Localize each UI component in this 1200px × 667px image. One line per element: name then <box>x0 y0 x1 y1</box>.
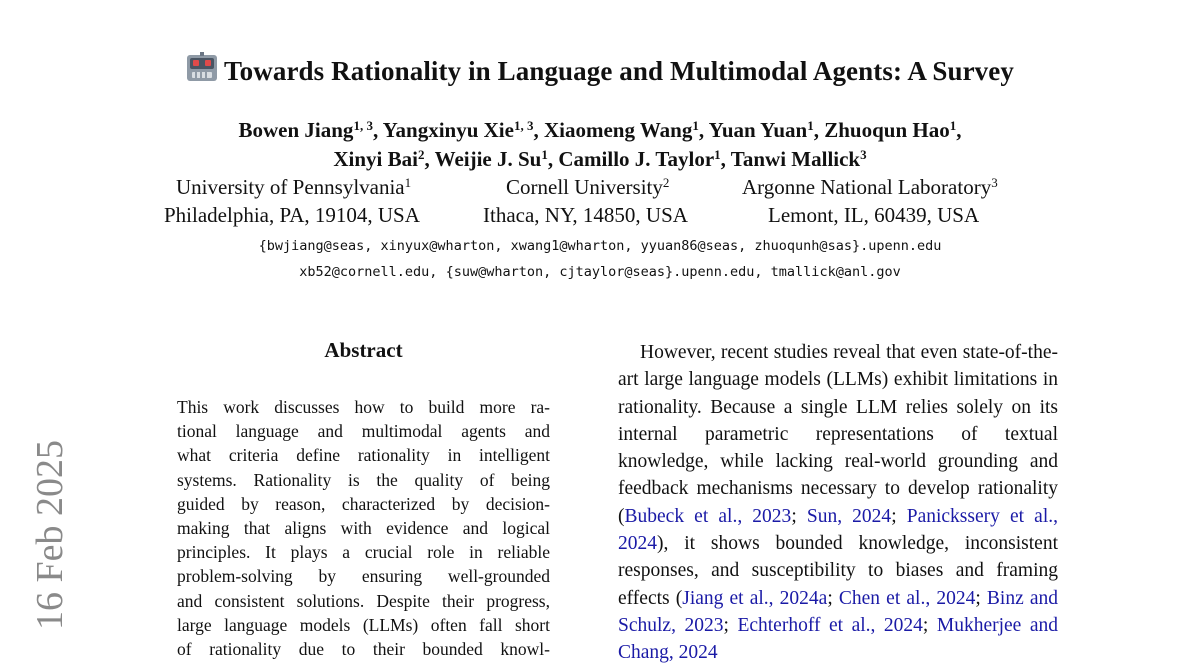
intro-text: ; <box>891 505 907 527</box>
author-list <box>0 116 1200 174</box>
citation-link[interactable]: Chen et al., 2024 <box>838 587 976 609</box>
abstract-line: large language models (LLMs) often fall short <box>177 614 550 635</box>
author-name: Weijie J. Su <box>434 147 542 171</box>
abstract-line: tional language and multimodal agents and <box>177 421 550 442</box>
citation-link[interactable]: Echterhoff et al., 2024 <box>737 614 923 636</box>
affiliation-name: University of Pennsylvania$^1$ <box>176 175 412 199</box>
author-name: Xiaomeng Wang <box>543 118 693 142</box>
paper-title-block <box>0 52 1200 89</box>
author-name: Camillo J. Taylor <box>558 147 715 171</box>
author-name: Tanwi Mallick <box>730 147 861 171</box>
author-affiliation-mark: 2 <box>417 147 425 162</box>
author-name: Yangxinyu Xie <box>382 118 514 142</box>
author-affiliation-mark: 1 <box>807 118 814 133</box>
introduction-paragraph <box>618 339 1058 667</box>
abstract-line: what criteria define rationality in intelligent <box>177 445 550 466</box>
paper-title: Towards Rationality in Language and Multimodal Agents: A Survey <box>224 56 1014 86</box>
abstract-line: of rationality due to their bounded knowl- <box>177 639 550 660</box>
intro-text: ; <box>791 505 807 527</box>
email-line-1: {bwjiang@seas, xinyux@wharton, xwang1@wharton, yyuan86@seas, zhuoqunh@sas}.upenn.edu <box>258 238 942 254</box>
author-name: Zhuoqun Hao <box>824 118 950 142</box>
author-name: Xinyi Bai <box>333 147 418 171</box>
intro-text: ; <box>922 614 937 636</box>
abstract-line: guided by reason, characterized by decision- <box>177 493 550 514</box>
abstract-line: principles. It plays a crucial role in reliable <box>177 542 550 563</box>
author-affiliation-mark: 1, 3 <box>513 118 534 133</box>
author-affiliation-mark: 1 <box>949 118 957 133</box>
citation-link[interactable]: Jiang et al., 2024a <box>682 587 828 609</box>
citation-link[interactable]: Binz and Schulz, 2023 <box>618 587 1059 636</box>
author-name: Yuan Yuan <box>708 118 808 142</box>
abstract-line: This work discusses how to build more ra- <box>177 397 550 417</box>
author-affiliation-mark: 1, 3 <box>353 118 373 133</box>
author-line-1: Bowen Jiang$^{1, 3}$, Yangxinyu Xie$^{1, 3}$, Xiaomeng Wang$^1$, Yuan Yuan$^1$, Zhuoqun Hao$^1$, <box>238 118 962 142</box>
citation-link[interactable]: Sun, 2024 <box>806 505 892 527</box>
author-affiliation-mark: 1 <box>692 118 699 133</box>
robot-emoji-icon <box>186 52 218 89</box>
arxiv-date-stamp: 16 Feb 2025 <box>29 440 71 630</box>
abstract-heading: Abstract <box>324 338 403 362</box>
citation-link[interactable]: Mukherjee and Chang, 2024 <box>618 614 1059 664</box>
abstract-line: making that aligns with evidence and logical <box>177 518 550 539</box>
abstract-line: and consistent solutions. Despite their progress, <box>177 590 550 611</box>
affiliation-location: Ithaca, NY, 14850, USA <box>483 203 688 227</box>
author-affiliation-mark: 3 <box>860 147 867 162</box>
citation-link[interactable]: Panickssery et al., 2024 <box>618 505 1058 555</box>
email-line-2: xb52@cornell.edu, {suw@wharton, cjtaylor@seas}.upenn.edu, tmallick@anl.gov <box>299 264 901 280</box>
author-name: Bowen Jiang <box>238 118 354 142</box>
intro-text: ), it shows bounded knowledge, inconsistent responses, and susceptibility to biases and framing effects ( <box>618 533 1058 609</box>
intro-text: ; <box>827 587 839 609</box>
author-affiliation-mark: 1 <box>541 147 548 162</box>
introduction-column <box>618 339 1058 667</box>
citation-link[interactable]: Bubeck et al., 2023 <box>624 505 792 527</box>
intro-text: However, recent studies reveal that even state-of-the-art large language models (LLMs) exhibit limitations in rationality. Because a single LLM relies solely on its internal parametric representations of textual knowledge, while lacking real-world grounding and feedback mechanisms necessary to develop rationality ( <box>618 342 1058 527</box>
intro-text: ; <box>723 614 738 636</box>
abstract-line: problem-solving by ensuring well-grounded <box>177 566 550 587</box>
affiliation-location: Philadelphia, PA, 19104, USA <box>164 203 420 227</box>
intro-text: ; <box>975 587 987 609</box>
author-line-2: Xinyi Bai$^2$, Weijie J. Su$^1$, Camillo J. Taylor$^1$, Tanwi Mallick$^3$ <box>333 147 867 171</box>
abstract-line: systems. Rationality is the quality of being <box>177 469 550 490</box>
affiliation-name: Argonne National Laboratory$^3$ <box>742 175 998 199</box>
author-affiliation-mark: 1 <box>714 147 721 162</box>
affiliation-name: Cornell University$^2$ <box>506 175 670 199</box>
affiliation-location: Lemont, IL, 60439, USA <box>768 203 980 227</box>
abstract-text <box>177 395 550 661</box>
